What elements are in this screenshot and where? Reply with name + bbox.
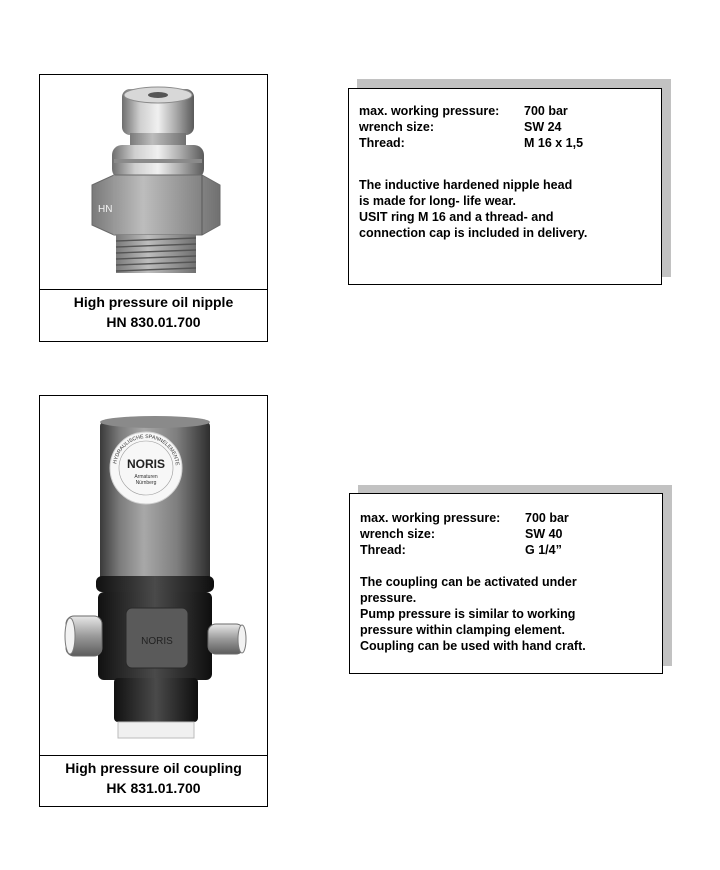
nipple-stamp: HN <box>98 204 113 215</box>
spec-row-pressure <box>360 510 652 526</box>
spec-label: Thread: <box>360 543 406 557</box>
coupling-photo <box>40 396 267 756</box>
coupling-label-ring: HYDRAULISCHE SPANNELEMENTE <box>112 433 180 466</box>
spec-value: 700 bar <box>525 511 569 525</box>
nipple-spec-panel <box>348 79 672 286</box>
spec-row-wrench <box>359 119 651 135</box>
coupling-name: High pressure oil coupling <box>65 760 242 776</box>
spec-value: SW 40 <box>525 527 563 541</box>
description-line: The coupling can be activated under <box>360 575 577 589</box>
coupling-code: HK 831.01.700 <box>106 780 201 796</box>
spec-row-pressure <box>359 103 651 119</box>
nipple-name: High pressure oil nipple <box>73 294 234 310</box>
product-card-nipple <box>39 74 268 342</box>
description-line: Pump pressure is similar to working <box>360 607 576 621</box>
description-line: USIT ring M 16 and a thread- and <box>359 210 554 224</box>
description-line: pressure. <box>360 591 417 605</box>
spec-row-thread <box>359 135 651 151</box>
description-line: is made for long- life wear. <box>359 194 516 208</box>
spec-label: Thread: <box>359 136 405 150</box>
description-line: Coupling can be used with hand craft. <box>360 639 586 653</box>
coupling-label-sub1: Armaturen <box>134 474 158 480</box>
spec-value: SW 24 <box>524 120 562 134</box>
product-card-coupling <box>39 395 268 807</box>
nipple-image <box>40 75 267 289</box>
nipple-code: HN 830.01.700 <box>106 314 201 330</box>
coupling-description <box>360 574 652 654</box>
description-line: connection cap is included in delivery. <box>359 226 588 240</box>
spec-label: wrench size: <box>359 120 435 134</box>
nipple-description <box>359 177 651 241</box>
coupling-spec-box <box>349 493 663 674</box>
nipple-photo <box>40 75 267 290</box>
nipple-spec-box <box>348 88 662 285</box>
coupling-image <box>40 396 267 755</box>
coupling-label-brand: NORIS <box>126 457 166 471</box>
description-line: pressure within clamping element. <box>360 623 565 637</box>
spec-label: max. working pressure: <box>360 511 501 525</box>
spec-label: wrench size: <box>360 527 436 541</box>
spec-value: G 1/4” <box>525 543 562 557</box>
spec-row-wrench <box>360 526 652 542</box>
coupling-spec-panel <box>349 485 673 675</box>
coupling-label-sub2: Nürnberg <box>135 480 157 486</box>
nipple-caption <box>40 290 267 332</box>
spec-row-thread <box>360 542 652 558</box>
spec-label: max. working pressure: <box>359 104 500 118</box>
description-line: The inductive hardened nipple head <box>359 178 573 192</box>
coupling-stamp: NORIS <box>141 636 173 647</box>
spec-value: M 16 x 1,5 <box>524 136 584 150</box>
spec-value: 700 bar <box>524 104 568 118</box>
coupling-caption <box>40 756 267 798</box>
